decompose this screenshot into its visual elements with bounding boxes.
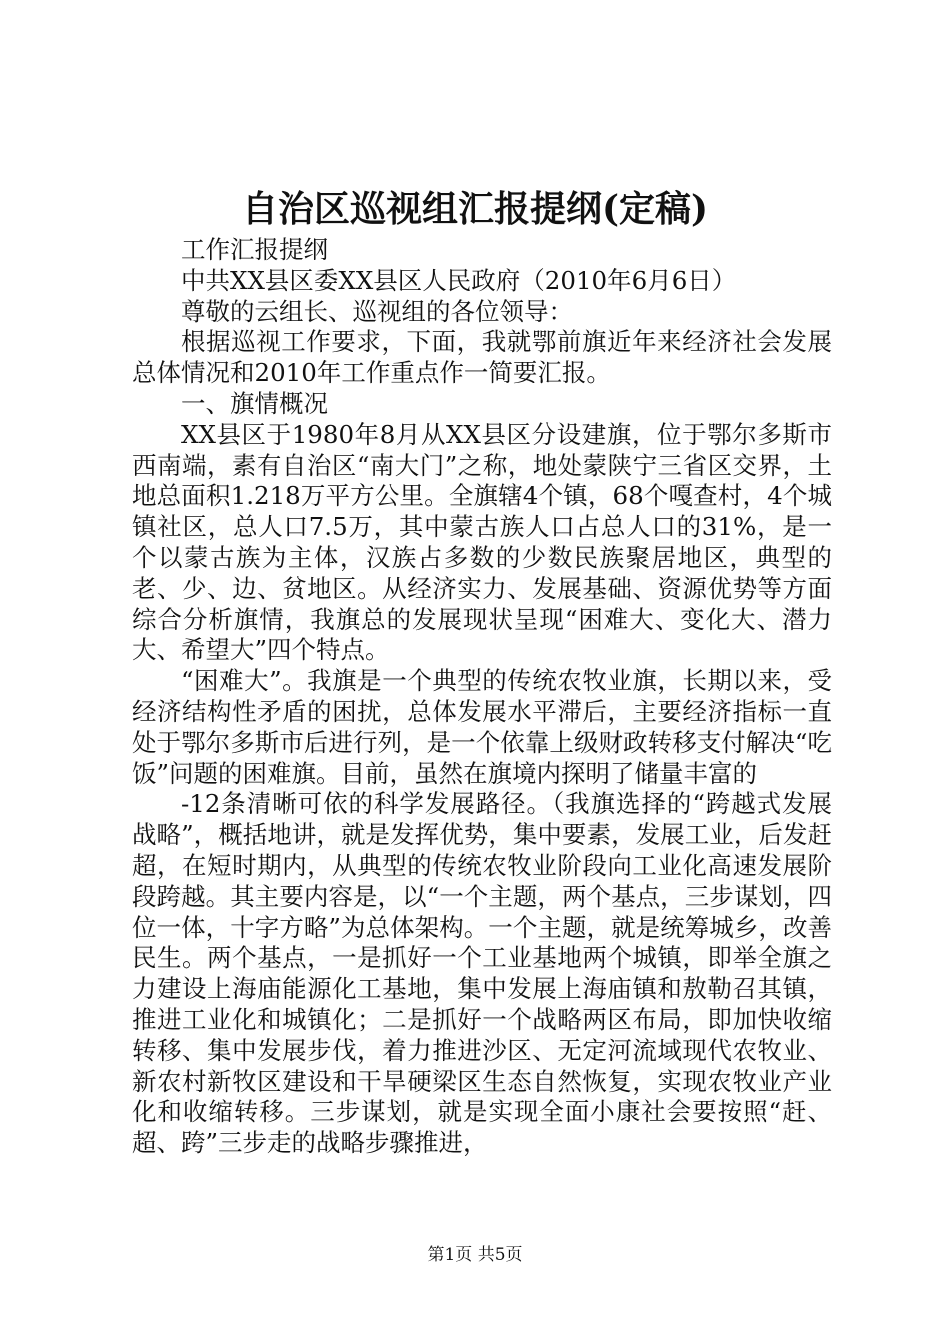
paragraph-strategy: -12条清晰可依的科学发展路径。（我旗选择的“跨越式发展战略”，概括地讲，就是发挥优势，集中要素，发展工业，后发赶超，在短时期内，从典型的传统农牧业阶段向工业化高速发展阶段跨越。其主要内容是，以“一个主题，两个基点，三步谋划，四位一体，十字方略”为总体架构。一个主题，就是统筹城乡，改善民生。两个基点，一是抓好一个工业基地两个城镇，即举全旗之力建设上海庙能源化工基地，集中发展上海庙镇和敖勒召其镇，推进工业化和城镇化；二是抓好一个战略两区布局，即加快收缩转移、集中发展步伐，着力推进沙区、无定河流域现代农牧业、新农村新牧区建设和干旱硬梁区生态自然恢复，实现农牧业产业化和收缩转移。三步谋划，就是实现全面小康社会要按照“赶、超、跨”三步走的战略步骤推进， [132, 789, 832, 1158]
paragraph-difficulty: “困难大”。我旗是一个典型的传统农牧业旗，长期以来，受经济结构性矛盾的困扰，总体发展水平滞后，主要经济指标一直处于鄂尔多斯市后进行列，是一个依靠上级财政转移支付解决“吃饭”问题的困难旗。目前，虽然在旗境内探明了储量丰富的 [132, 666, 832, 788]
document-title: 自治区巡视组汇报提纲(定稿) [241, 188, 709, 230]
paragraph-salutation: 尊敬的云组长、巡视组的各位领导： [181, 296, 573, 326]
paragraph-overview: XX县区于1980年8月从XX县区分设建旗，位于鄂尔多斯市西南端，素有自治区“南大门”之称，地处蒙陕宁三省区交界，土地总面积1.218万平方公里。全旗辖4个镇，68个嘎查村，4个城镇社区，总人口7.5万，其中蒙古族人口占总人口的31%，是一个以蒙古族为主体，汉族占多数的少数民族聚居地区，典型的老、少、边、贫地区。从经济实力、发展基础、资源优势等方面综合分析旗情，我旗总的发展现状呈现“困难大、变化大、潜力大、希望大”四个特点。 [132, 419, 832, 665]
page-footer: 第1页 共5页 [427, 1245, 523, 1265]
paragraph-issuer: 中共XX县区委XX县区人民政府（2010年6月6日） [181, 265, 737, 295]
paragraph-intro: 根据巡视工作要求，下面，我就鄂前旗近年来经济社会发展总体情况和2010年工作重点作一简要汇报。 [132, 327, 832, 388]
paragraph-heading: 工作汇报提纲 [181, 235, 328, 264]
document-body [132, 235, 832, 1159]
section-heading: 一、旗情概况 [181, 388, 328, 418]
